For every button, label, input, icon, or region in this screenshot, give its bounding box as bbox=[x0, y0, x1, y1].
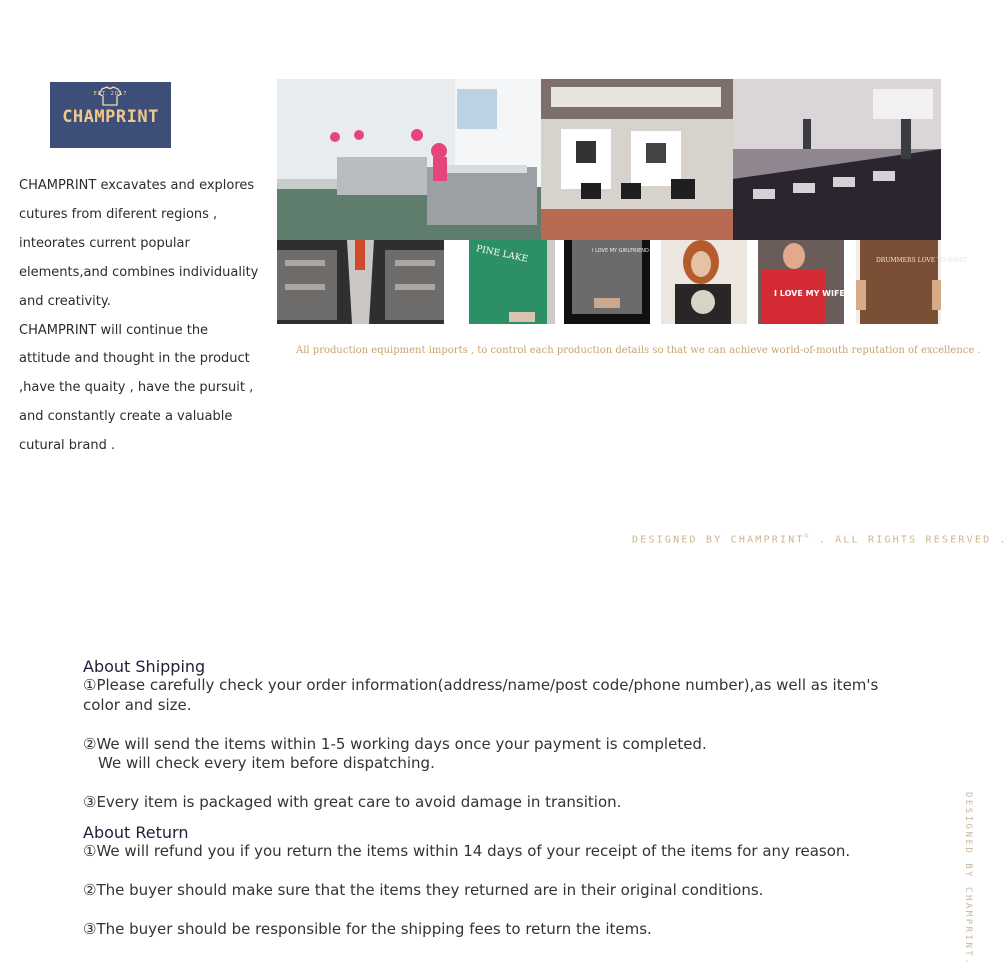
shirt-text: I LOVE MY GIRLFRIEND bbox=[592, 248, 649, 254]
shirt-text: PINE LAKE bbox=[475, 244, 529, 265]
intro-line: inteorates current popular bbox=[19, 235, 190, 251]
logo-est: EST. 2017 bbox=[93, 91, 128, 97]
shipping-title: About Shipping bbox=[83, 657, 206, 676]
return-title: About Return bbox=[83, 822, 189, 842]
intro-line: and creativity. bbox=[19, 293, 111, 309]
champrint-logo bbox=[50, 82, 171, 148]
brand-intro bbox=[19, 172, 264, 461]
intro-line: ,have the quaity , have the pursuit , bbox=[19, 380, 254, 396]
intro-line: attitude and thought in the product bbox=[19, 351, 250, 367]
intro-line: elements,and combines individuality bbox=[19, 264, 259, 280]
shipping-item-3: ③Every item is packaged with great care to avoid damage in transition. bbox=[83, 793, 622, 811]
factory-photo-printer bbox=[541, 79, 733, 240]
shirt-photo-woman bbox=[661, 240, 747, 324]
return-item-2: ②The buyer should make sure that the items they returned are in their original conditions. bbox=[83, 880, 764, 899]
shipping-item-2-cont: We will check every item before dispatching. bbox=[98, 754, 435, 772]
intro-line: cutures from diferent regions , bbox=[19, 206, 218, 222]
policy-section bbox=[83, 657, 943, 939]
designed-by-mark bbox=[632, 533, 1008, 545]
shirt-text: I LOVE MY WIFE bbox=[774, 289, 845, 298]
rights-text: . ALL RIGHTS RESERVED . bbox=[818, 534, 1008, 546]
factory-photo-line bbox=[733, 79, 941, 240]
intro-line: CHAMPRINT will continue the bbox=[19, 322, 209, 338]
warehouse-photo bbox=[277, 240, 444, 324]
intro-line: CHAMPRINT excavates and explores bbox=[19, 178, 255, 193]
intro-line: cutural brand . bbox=[19, 438, 116, 454]
shipping-item-1: ①Please carefully check your order information(address/name/post code/phone number),as well as item's bbox=[83, 676, 879, 694]
shipping-item-1-cont: color and size. bbox=[83, 695, 192, 714]
logo-name: CHAMPRINT bbox=[62, 107, 159, 127]
intro-line: and constantly create a valuable bbox=[19, 409, 233, 425]
gallery-caption: All production equipment imports , to control each production details so that we can achieve world-of-mouth reputation of excellence . bbox=[296, 345, 981, 356]
shipping-item-2: ②We will send the items within 1-5 working days once your payment is completed. bbox=[83, 734, 707, 753]
shirt-photo-wife bbox=[758, 240, 844, 324]
shirt-photo-pine-lake bbox=[469, 240, 555, 324]
designed-by-text: DESIGNED BY CHAMPRINT bbox=[632, 534, 805, 546]
registered-mark: ® bbox=[804, 533, 811, 540]
return-item-3: ③The buyer should be responsible for the shipping fees to return the items. bbox=[83, 919, 652, 938]
shirt-text: DRUMMERS LOVE TO BANG bbox=[876, 257, 967, 264]
vertical-designed-by: DESIGNED BY CHAMPRINT. bbox=[963, 792, 973, 966]
shirt-photo-drummers bbox=[856, 240, 967, 324]
shirt-photo-girlfriend bbox=[564, 240, 650, 324]
factory-photo-workers bbox=[277, 79, 541, 240]
return-item-1: ①We will refund you if you return the items within 14 days of your receipt of the items for any reason. bbox=[83, 841, 851, 860]
